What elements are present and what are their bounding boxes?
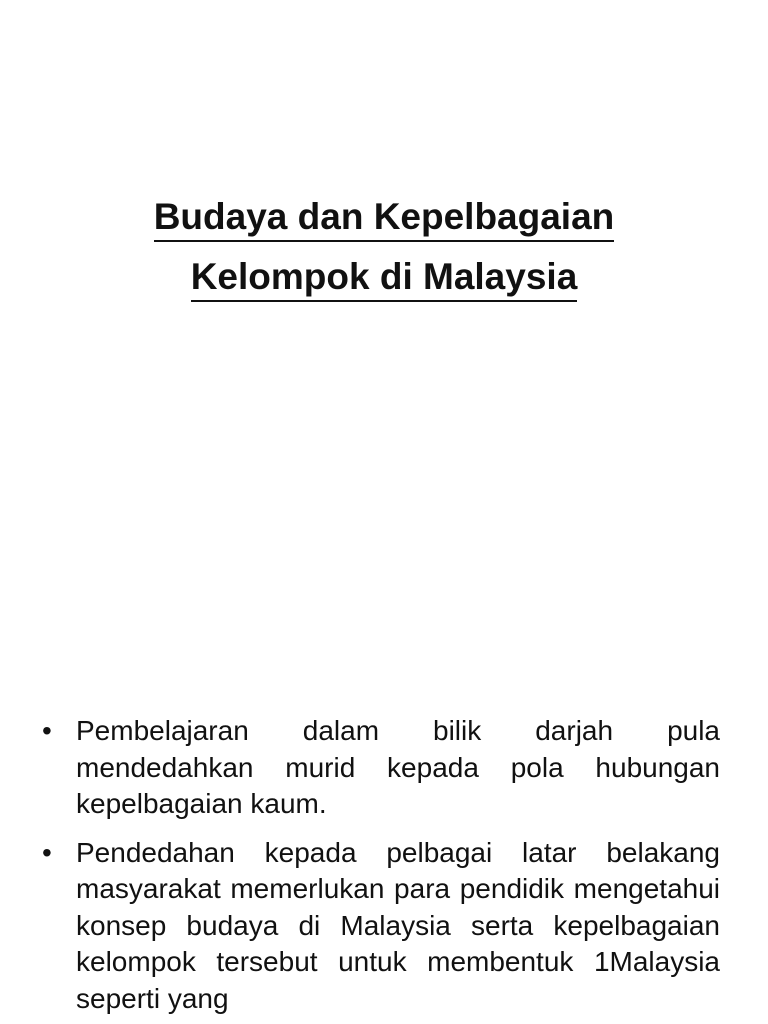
title-line-1-wrap (60, 190, 708, 250)
bullet-list (42, 713, 720, 1024)
bullet-text: Pembelajaran dalam bilik darjah pula mendedahkan murid kepada pola hubungan kepelbagaian kaum. (76, 715, 720, 819)
title-line-1: Budaya dan Kepelbagaian (154, 194, 615, 242)
slide-title (60, 190, 708, 310)
bullet-item (42, 835, 720, 1018)
bullet-point-icon: • (42, 715, 52, 746)
title-line-2: Kelompok di Malaysia (191, 254, 578, 302)
title-line-2-wrap (60, 250, 708, 310)
bullet-text: Pendedahan kepada pelbagai latar belakang masyarakat memerlukan para pendidik mengetahui konsep budaya di Malaysia serta kepelbagaian kelompok tersebut untuk membentuk 1Malaysia seperti yang (76, 836, 720, 1014)
bullet-item (42, 713, 720, 823)
bullet-point-icon: • (42, 836, 52, 868)
